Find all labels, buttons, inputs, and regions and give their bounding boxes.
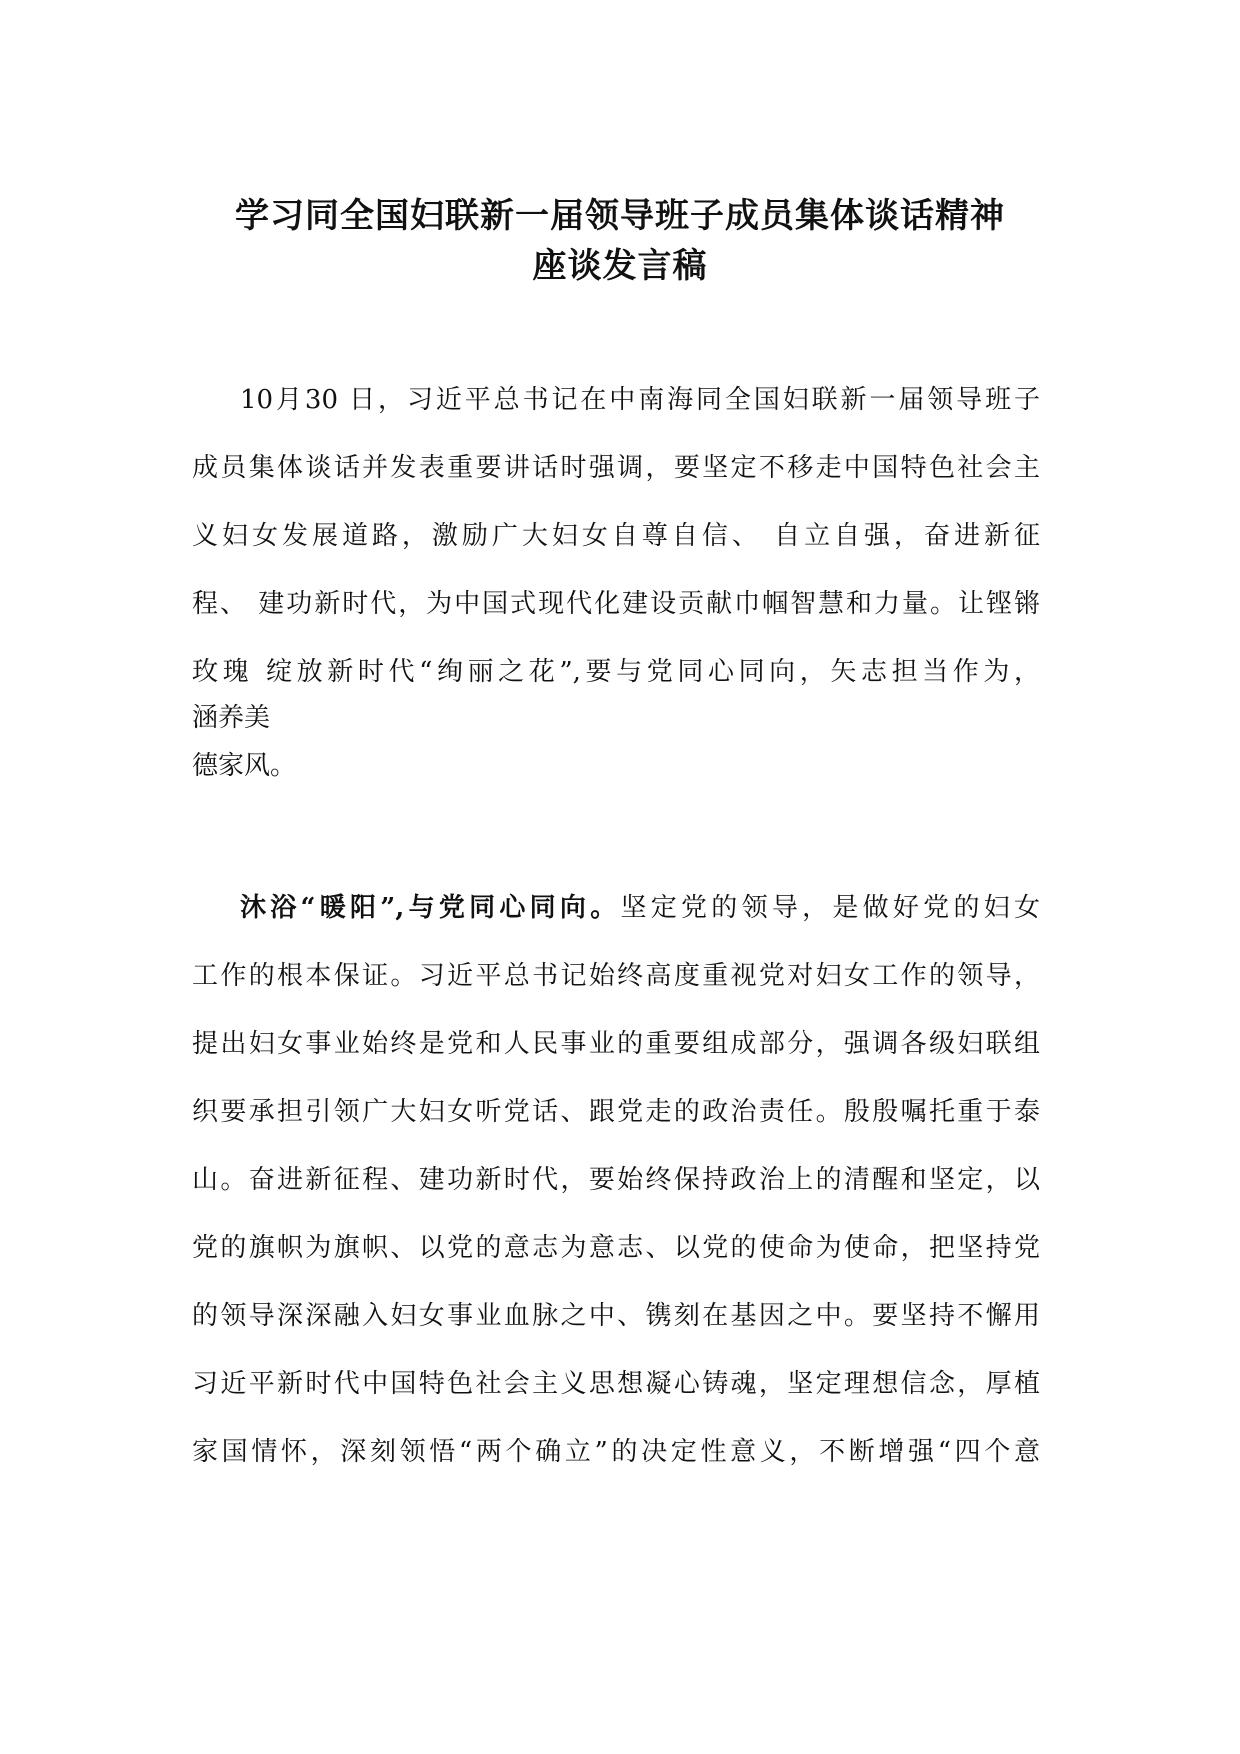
text-line: 的领导深深融入妇女事业血脉之中、镌刻在基因之中。要坚持不懈用: [192, 1301, 1040, 1331]
text-line: 德家风。: [192, 751, 297, 781]
text-line: 山。奋进新征程、建功新时代，要始终保持政治上的清醒和坚定，以: [192, 1165, 1040, 1195]
text-line: 程、 建功新时代，为中国式现代化建设贡献巾帼智慧和力量。让铿锵: [192, 589, 1040, 619]
text-line: 义妇女发展道路，激励广大妇女自尊自信、 自立自强，奋进新征: [192, 521, 1040, 551]
text-run: 坚定党的领导，是做好党的妇女: [620, 893, 1040, 923]
text-line: 织要承担引领广大妇女听党话、跟党走的政治责任。殷殷嘱托重于泰: [192, 1097, 1040, 1127]
text-line: 党的旗帜为旗帜、以党的意志为意志、以党的使命为使命，把坚持党: [192, 1233, 1040, 1263]
text-line: 提出妇女事业始终是党和人民事业的重要组成部分，强调各级妇联组: [192, 1029, 1040, 1059]
section-heading: 沐浴“暖阳”,与党同心同向。: [240, 893, 621, 923]
text-line: 玫瑰 绽放新时代“绚丽之花”,要与党同心同向，矢志担当作为，: [192, 657, 1040, 687]
text-line: 10月30 日，习近平总书记在中南海同全国妇联新一届领导班子: [240, 385, 1040, 415]
title-line-2: 座谈发言稿: [532, 246, 708, 286]
text-line: [240, 891, 1040, 925]
title-line-1: 学习同全国妇联新一届领导班子成员集体谈话精神: [235, 196, 1005, 236]
text-line: 成员集体谈话并发表重要讲话时强调，要坚定不移走中国特色社会主: [192, 453, 1040, 483]
text-line: 工作的根本保证。习近平总书记始终高度重视党对妇女工作的领导，: [192, 961, 1040, 991]
text-line: 涵养美: [192, 703, 271, 733]
text-line: 家国情怀，深刻领悟“两个确立”的决定性意义，不断增强“四个意: [192, 1437, 1040, 1467]
text-line: 习近平新时代中国特色社会主义思想凝心铸魂，坚定理想信念，厚植: [192, 1369, 1040, 1399]
